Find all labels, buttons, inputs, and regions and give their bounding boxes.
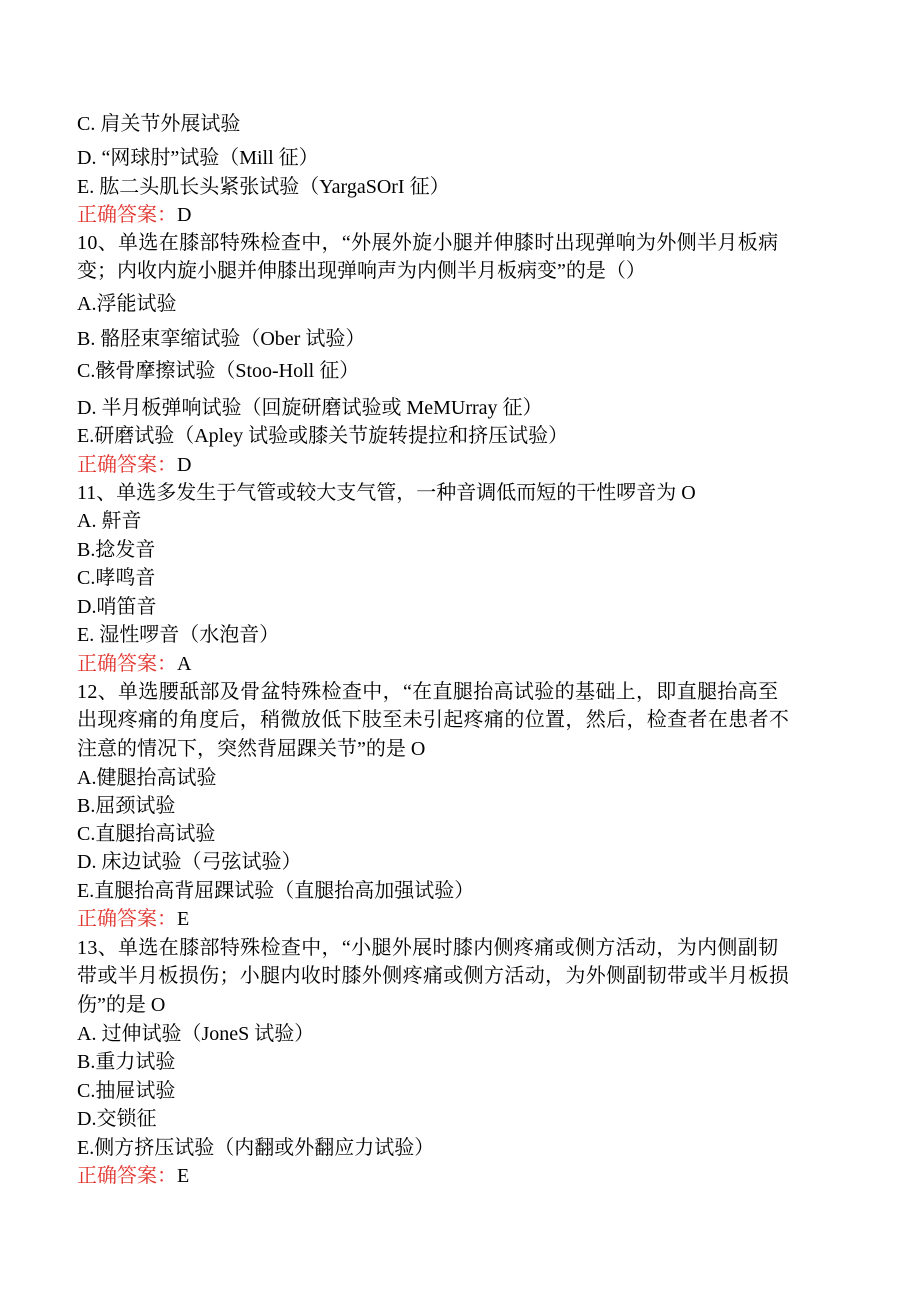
answer-option: C. 肩关节外展试验 <box>77 113 241 135</box>
correct-answer-value: A <box>177 653 192 675</box>
answer-option: B.捻发音 <box>77 539 156 561</box>
correct-answer-label: 正确答案： <box>77 653 177 675</box>
correct-answer-value: E <box>177 908 190 930</box>
question-text-line: 带或半月板损伤；小腿内收时膝外侧疼痛或侧方活动，为外侧副韧带或半月板损 <box>77 965 790 987</box>
question-text-line: 出现疼痛的角度后，稍微放低下肢至未引起疼痛的位置，然后，检查者在患者不 <box>77 709 790 731</box>
answer-option: A. 过伸试验（JoneS 试验） <box>77 1023 315 1045</box>
correct-answer-label: 正确答案： <box>77 908 177 930</box>
correct-answer-value: D <box>177 204 192 226</box>
answer-option: E.研磨试验（Apley 试验或膝关节旋转提拉和挤压试验） <box>77 425 569 447</box>
answer-option: D. 床边试验（弓弦试验） <box>77 851 302 873</box>
correct-answer-label: 正确答案： <box>77 204 177 226</box>
question-text-line: 伤”的是 O <box>77 994 166 1016</box>
answer-option: C.骸骨摩擦试验（Stoo-Holl 征） <box>77 360 360 382</box>
correct-answer <box>77 907 189 931</box>
correct-answer-label: 正确答案： <box>77 1165 177 1187</box>
answer-option: B.重力试验 <box>77 1051 176 1073</box>
question-text-line: 13、单选在膝部特殊检查中，“小腿外展时膝内侧疼痛或侧方活动，为内侧副韧 <box>77 937 779 959</box>
answer-option: E. 肱二头肌长头紧张试验（YargaSOrI 征） <box>77 176 450 198</box>
question-text-line: 11、单选多发生于气管或较大支气管，一种音调低而短的干性啰音为 O <box>77 482 696 504</box>
question-text-line: 变；内收内旋小腿并伸膝出现弹响声为内侧半月板病变”的是（） <box>77 260 646 282</box>
answer-option: A. 鼾音 <box>77 510 142 532</box>
correct-answer <box>77 1164 189 1188</box>
answer-option: A.浮能试验 <box>77 293 177 315</box>
correct-answer-value: D <box>177 454 192 476</box>
answer-option: C.抽屉试验 <box>77 1080 176 1102</box>
answer-option: B.屈颈试验 <box>77 795 176 817</box>
answer-option: C.哮鸣音 <box>77 567 156 589</box>
answer-option: A.健腿抬高试验 <box>77 767 217 789</box>
correct-answer-value: E <box>177 1165 190 1187</box>
answer-option: D.交锁征 <box>77 1108 157 1130</box>
correct-answer-label: 正确答案： <box>77 454 177 476</box>
correct-answer <box>77 203 191 227</box>
question-text-line: 10、单选在膝部特殊检查中，“外展外旋小腿并伸膝时出现弹响为外侧半月板病 <box>77 232 779 254</box>
answer-option: D. 半月板弹响试验（回旋研磨试验或 MeMUrray 征） <box>77 397 543 419</box>
answer-option: D.哨笛音 <box>77 596 157 618</box>
answer-option: E. 湿性啰音（水泡音） <box>77 624 280 646</box>
answer-option: E.直腿抬高背屈踝试验（直腿抬高加强试验） <box>77 880 475 902</box>
answer-option: B. 骼胫束挛缩试验（Ober 试验） <box>77 328 366 350</box>
answer-option: D. “网球肘”试验（Mill 征） <box>77 147 319 169</box>
answer-option: C.直腿抬高试验 <box>77 823 216 845</box>
answer-option: E.侧方挤压试验（内翻或外翻应力试验） <box>77 1137 435 1159</box>
correct-answer <box>77 652 191 676</box>
correct-answer <box>77 453 191 477</box>
question-text-line: 12、单选腰舐部及骨盆特殊检查中，“在直腿抬高试验的基础上，即直腿抬高至 <box>77 681 779 703</box>
question-text-line: 注意的情况下，突然背屈踝关节”的是 O <box>77 738 426 760</box>
